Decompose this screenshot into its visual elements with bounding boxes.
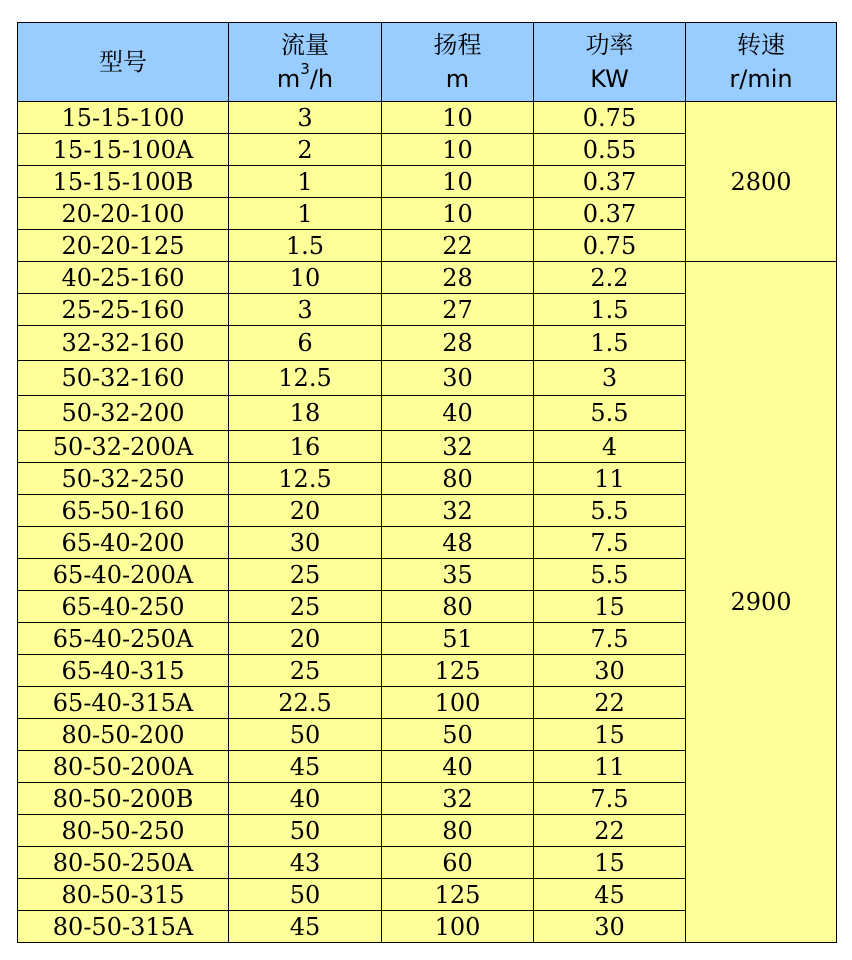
cell-power: 11: [534, 463, 686, 495]
header-model: 型号: [18, 23, 229, 102]
cell-flow: 18: [229, 396, 382, 431]
cell-power: 7.5: [534, 527, 686, 559]
cell-head: 80: [382, 815, 534, 847]
cell-power: 7.5: [534, 623, 686, 655]
cell-head: 32: [382, 495, 534, 527]
cell-model: 65-40-250: [18, 591, 229, 623]
cell-model: 65-40-200: [18, 527, 229, 559]
cell-power: 30: [534, 911, 686, 943]
cell-model: 65-40-315: [18, 655, 229, 687]
header-row: [18, 23, 837, 102]
cell-model: 80-50-200A: [18, 751, 229, 783]
header-power: 功率 KW: [534, 23, 686, 102]
cell-model: 80-50-200B: [18, 783, 229, 815]
header-speed: 转速 r/min: [686, 23, 837, 102]
cell-flow: 50: [229, 879, 382, 911]
cell-power: 4: [534, 431, 686, 463]
cell-flow: 45: [229, 751, 382, 783]
pump-spec-table: [17, 22, 837, 943]
cell-power: 5.5: [534, 495, 686, 527]
cell-head: 80: [382, 591, 534, 623]
cell-head: 40: [382, 396, 534, 431]
cell-power: 0.75: [534, 102, 686, 134]
cell-flow: 1.5: [229, 230, 382, 262]
cell-model: 50-32-200A: [18, 431, 229, 463]
cell-head: 125: [382, 655, 534, 687]
cell-model: 20-20-125: [18, 230, 229, 262]
cell-head: 125: [382, 879, 534, 911]
cell-flow: 30: [229, 527, 382, 559]
cell-head: 28: [382, 326, 534, 361]
cell-flow: 1: [229, 198, 382, 230]
cell-model: 65-40-315A: [18, 687, 229, 719]
cell-head: 22: [382, 230, 534, 262]
cell-power: 5.5: [534, 559, 686, 591]
cell-flow: 12.5: [229, 361, 382, 396]
cell-model: 80-50-200: [18, 719, 229, 751]
cell-flow: 6: [229, 326, 382, 361]
cell-head: 80: [382, 463, 534, 495]
cell-head: 10: [382, 134, 534, 166]
cell-head: 100: [382, 687, 534, 719]
cell-flow: 25: [229, 591, 382, 623]
cell-power: 3: [534, 361, 686, 396]
cell-head: 48: [382, 527, 534, 559]
cell-flow: 25: [229, 655, 382, 687]
cell-model: 65-40-200A: [18, 559, 229, 591]
cell-power: 1.5: [534, 294, 686, 326]
cell-power: 0.37: [534, 198, 686, 230]
cell-head: 10: [382, 166, 534, 198]
cell-flow: 1: [229, 166, 382, 198]
cell-speed-group: 2800: [686, 102, 837, 262]
table-row: [18, 262, 837, 294]
cell-head: 30: [382, 361, 534, 396]
cell-model: 65-50-160: [18, 495, 229, 527]
cell-power: 22: [534, 815, 686, 847]
cell-flow: 2: [229, 134, 382, 166]
cell-model: 50-32-200: [18, 396, 229, 431]
cell-power: 0.75: [534, 230, 686, 262]
cell-head: 35: [382, 559, 534, 591]
cell-model: 15-15-100A: [18, 134, 229, 166]
cell-model: 80-50-250A: [18, 847, 229, 879]
cell-power: 5.5: [534, 396, 686, 431]
cell-power: 1.5: [534, 326, 686, 361]
cell-flow: 20: [229, 623, 382, 655]
cell-flow: 45: [229, 911, 382, 943]
cell-model: 65-40-250A: [18, 623, 229, 655]
table-body: [18, 102, 837, 943]
cell-head: 32: [382, 783, 534, 815]
cell-head: 60: [382, 847, 534, 879]
cell-speed-group: 2900: [686, 262, 837, 943]
cell-power: 7.5: [534, 783, 686, 815]
cell-model: 40-25-160: [18, 262, 229, 294]
cell-flow: 22.5: [229, 687, 382, 719]
cell-model: 80-50-315: [18, 879, 229, 911]
cell-model: 80-50-250: [18, 815, 229, 847]
cell-head: 50: [382, 719, 534, 751]
header-flow: 流量 $m^3/h$: [229, 23, 382, 102]
cell-flow: 16: [229, 431, 382, 463]
cell-model: 15-15-100B: [18, 166, 229, 198]
cell-power: 15: [534, 847, 686, 879]
cell-power: 2.2: [534, 262, 686, 294]
cell-head: 51: [382, 623, 534, 655]
cell-flow: 50: [229, 815, 382, 847]
cell-flow: 25: [229, 559, 382, 591]
cell-power: 45: [534, 879, 686, 911]
cell-head: 100: [382, 911, 534, 943]
table-row: [18, 102, 837, 134]
cell-flow: 12.5: [229, 463, 382, 495]
cell-power: 22: [534, 687, 686, 719]
cell-head: 28: [382, 262, 534, 294]
cell-model: 25-25-160: [18, 294, 229, 326]
cell-power: 0.37: [534, 166, 686, 198]
cell-head: 10: [382, 102, 534, 134]
cell-head: 32: [382, 431, 534, 463]
cell-model: 20-20-100: [18, 198, 229, 230]
cell-flow: 3: [229, 102, 382, 134]
cell-power: 0.55: [534, 134, 686, 166]
cell-flow: 20: [229, 495, 382, 527]
cell-flow: 3: [229, 294, 382, 326]
cell-head: 27: [382, 294, 534, 326]
cell-power: 15: [534, 719, 686, 751]
cell-head: 10: [382, 198, 534, 230]
cell-head: 40: [382, 751, 534, 783]
cell-power: 11: [534, 751, 686, 783]
cell-flow: 50: [229, 719, 382, 751]
cell-power: 30: [534, 655, 686, 687]
cell-model: 50-32-250: [18, 463, 229, 495]
cell-power: 15: [534, 591, 686, 623]
cell-flow: 10: [229, 262, 382, 294]
cell-flow: 40: [229, 783, 382, 815]
cell-model: 32-32-160: [18, 326, 229, 361]
cell-model: 80-50-315A: [18, 911, 229, 943]
cell-flow: 43: [229, 847, 382, 879]
cell-model: 50-32-160: [18, 361, 229, 396]
cell-model: 15-15-100: [18, 102, 229, 134]
header-head: 扬程 m: [382, 23, 534, 102]
